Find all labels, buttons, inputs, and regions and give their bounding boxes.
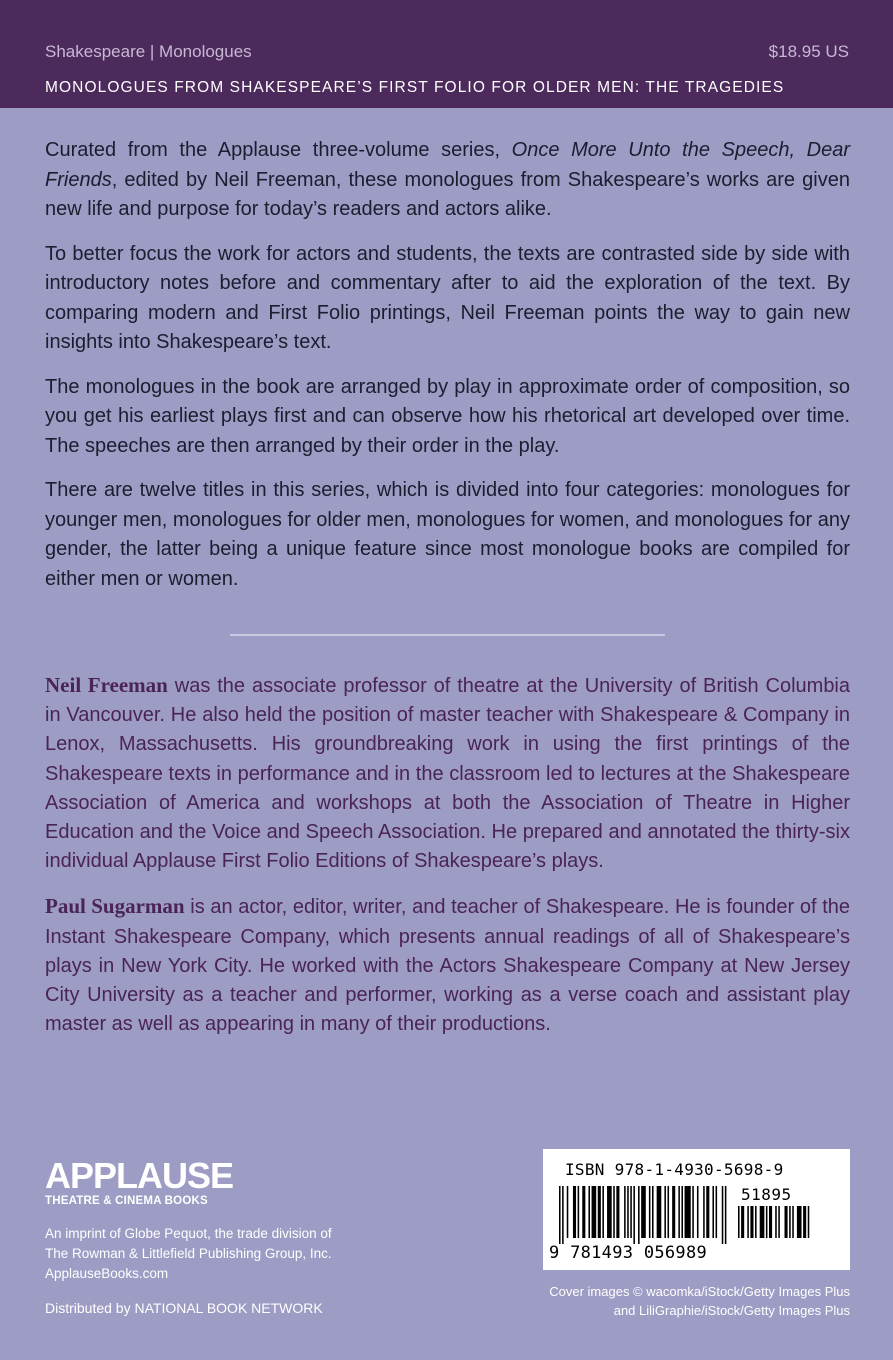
barcode-bar <box>678 1186 680 1238</box>
barcode-bar <box>685 1186 691 1238</box>
publisher-logo <box>45 1155 234 1207</box>
author-bio <box>45 671 850 876</box>
barcode-bar <box>766 1206 768 1238</box>
barcode-bar <box>664 1186 666 1238</box>
cover-credits <box>480 1282 850 1320</box>
barcode-bar <box>607 1186 612 1238</box>
author-name: Neil Freeman <box>45 673 168 697</box>
barcode-bar <box>578 1186 580 1238</box>
barcode-bar <box>775 1206 777 1238</box>
barcode-bar <box>630 1186 632 1238</box>
barcode-bar <box>697 1186 699 1238</box>
description-paragraph: There are twelve titles in this series, which is divided into four categories: monologues for younger men, monologues for older men, monologues for women, and monologues for any gender, the latter being a unique feature since most monologue books are compiled for either men or women. <box>45 479 850 590</box>
section-divider <box>230 634 665 636</box>
imprint-info <box>45 1224 332 1284</box>
header-band <box>0 0 893 108</box>
barcode-bar <box>638 1186 640 1244</box>
ean-barcode <box>559 1186 731 1246</box>
barcode-bar <box>760 1206 765 1238</box>
barcode-bar <box>652 1186 654 1238</box>
credit-line: Cover images © wacomka/iStock/Getty Images Plus <box>549 1284 850 1299</box>
barcode-bar <box>616 1186 619 1238</box>
barcode-bar <box>706 1186 709 1238</box>
barcode-bar <box>567 1186 569 1238</box>
barcode-bar <box>722 1186 724 1244</box>
author-bio-text: was the associate professor of theatre at the University of British Columbia in Vancouver. He also held the position of master teacher with Shakespeare & Company in Lenox, Massachusetts. His groundbreaking work in using the first printings of the Shakespeare texts in performance and in the classroom led to lectures at the Shakespeare Association of America and workshops at both the Association of Theatre in Higher Education and the Voice and Speech Association. He prepared and annotated the thirty-six individual Applause First Folio Editions of Shakespeare’s plays. <box>45 675 851 873</box>
barcode-bar <box>755 1206 757 1238</box>
barcode-bar <box>803 1206 806 1238</box>
barcode-bar <box>633 1186 635 1244</box>
barcode-bar <box>808 1206 810 1238</box>
book-description <box>45 136 850 609</box>
addon-barcode <box>738 1206 834 1246</box>
barcode-bar <box>573 1186 576 1238</box>
barcode-bar <box>789 1206 791 1238</box>
author-bio-text: is an actor, editor, writer, and teacher of Shakespeare. He is founder of the Instant Shakespeare Company, which presents annual readings of all of Shakespeare’s plays in New York City. He worked with the Actors Shakespeare Company at New Jersey City University as a teacher and performer, working as a verse coach and assistant play master as well as appearing in many of their productions. <box>45 896 850 1036</box>
barcode-bar <box>668 1186 670 1238</box>
series-name: Once More Unto the Speech, Dear Friends <box>45 139 850 191</box>
distributor-line: Distributed by NATIONAL BOOK NETWORK <box>45 1300 323 1316</box>
barcode-bar <box>716 1186 718 1238</box>
barcode-bar <box>681 1186 683 1238</box>
barcode-bar <box>624 1186 626 1238</box>
barcode-bar <box>747 1206 749 1238</box>
description-paragraph: Curated from the Applause three-volume series, Once More Unto the Speech, Dear Friends, edited by Neil Freeman, these monologues from Shakespeare’s works are given new life and purpose for today’s readers and actors alike. <box>45 139 850 220</box>
category-label: Shakespeare | Monologues <box>45 42 252 61</box>
barcode-bar <box>582 1186 585 1238</box>
barcode-bar <box>738 1206 740 1238</box>
barcode-bar <box>741 1206 744 1238</box>
barcode-bar <box>797 1206 802 1238</box>
imprint-line: An imprint of Globe Pequot, the trade division of <box>45 1226 332 1241</box>
price-code: 51895 <box>741 1185 792 1204</box>
barcode-bar <box>792 1206 794 1238</box>
logo-wordmark: APPLAUSE <box>45 1155 234 1196</box>
barcode-bar <box>785 1206 788 1238</box>
barcode-bar <box>559 1186 561 1244</box>
author-name: Paul Sugarman <box>45 894 185 919</box>
publisher-website: ApplauseBooks.com <box>45 1266 169 1281</box>
credit-line: and LiliGraphie/iStock/Getty Images Plus <box>613 1303 850 1318</box>
barcode-bar <box>750 1206 753 1238</box>
barcode-bar <box>778 1206 780 1238</box>
logo-subtitle: THEATRE & CINEMA BOOKS <box>45 1195 208 1207</box>
author-bios <box>45 671 850 1055</box>
imprint-line: The Rowman & Littlefield Publishing Group, Inc. <box>45 1246 332 1261</box>
barcode-bar <box>562 1186 564 1244</box>
barcode-bar <box>588 1186 590 1238</box>
barcode-digits: 9 781493 056989 <box>549 1243 708 1263</box>
barcode-bar <box>725 1186 727 1244</box>
series-title: MONOLOGUES FROM SHAKESPEARE’S FIRST FOLIO FOR OLDER MEN: THE TRAGEDIES <box>45 79 785 96</box>
isbn-text: ISBN 978-1-4930-5698-9 <box>565 1160 784 1179</box>
barcode-bar <box>602 1186 604 1238</box>
barcode-bar <box>627 1186 629 1238</box>
barcode-bar <box>657 1186 662 1238</box>
barcode-bar <box>769 1206 772 1238</box>
barcode-bar <box>592 1186 597 1238</box>
description-paragraph: To better focus the work for actors and students, the texts are contrasted side by side with introductory notes before and commentary after to aid the exploration of the text. By comparing modern and First Folio printings, Neil Freeman points the way to gain new insights into Shakespeare’s text. <box>45 242 850 353</box>
barcode-bar <box>712 1186 714 1238</box>
barcode-bar <box>598 1186 601 1238</box>
description-paragraph: The monologues in the book are arranged by play in approximate order of composition, so you get his earliest plays first and can observe how his rhetorical art developed over time. The speeches are then arranged by their order in the play. <box>45 375 850 457</box>
barcode-bar <box>672 1186 675 1238</box>
barcode-bar <box>613 1186 615 1238</box>
barcode-bar <box>641 1186 646 1238</box>
barcode-box <box>543 1149 850 1270</box>
price-label: $18.95 US <box>768 42 849 61</box>
barcode-bar <box>703 1186 705 1238</box>
author-bio <box>45 892 850 1039</box>
barcode-bar <box>692 1186 694 1238</box>
barcode-bar <box>649 1186 651 1238</box>
